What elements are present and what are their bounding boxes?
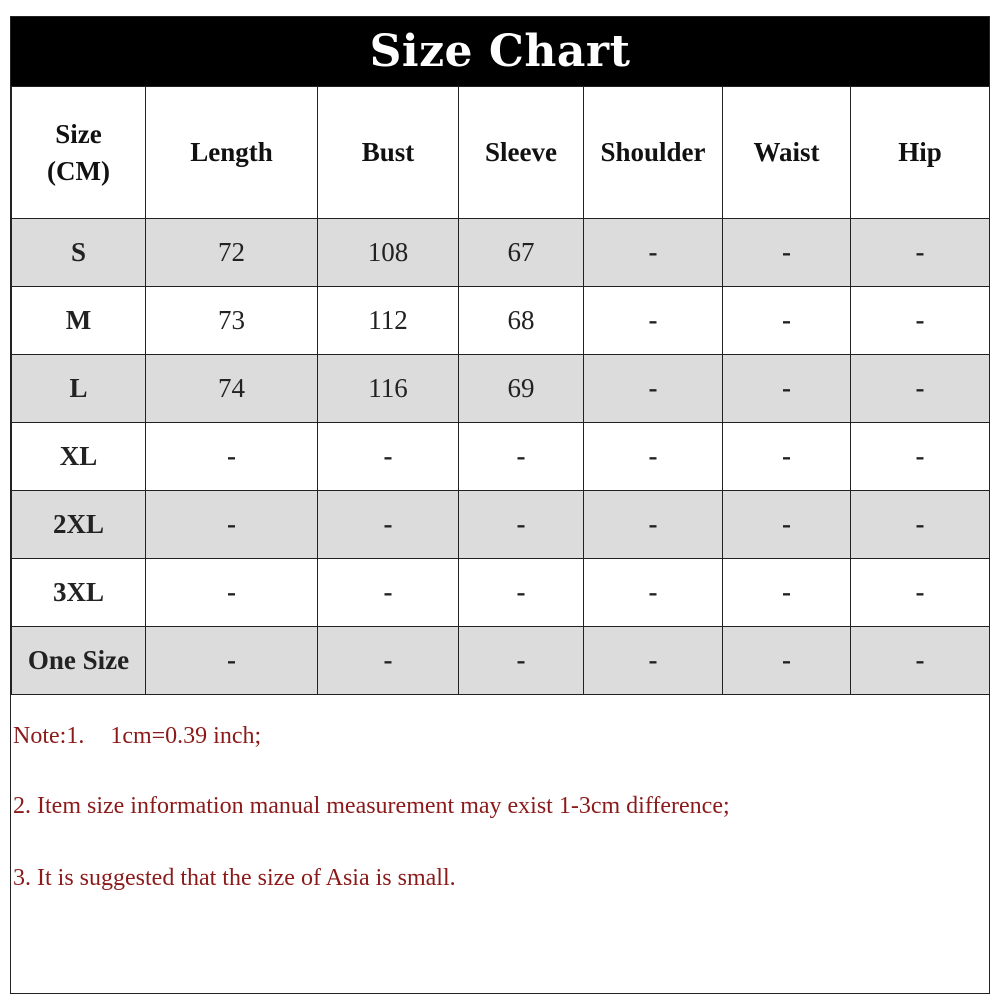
- table-cell: -: [584, 559, 723, 627]
- size-header-unit: (CM): [47, 155, 110, 186]
- table-row: [12, 491, 990, 559]
- column-header-bust: Bust: [318, 87, 459, 219]
- table-cell: -: [146, 559, 318, 627]
- table-row: [12, 355, 990, 423]
- table-cell: 116: [318, 355, 459, 423]
- table-cell: -: [723, 491, 851, 559]
- table-cell: -: [723, 355, 851, 423]
- table-cell: -: [851, 219, 990, 287]
- table-cell: -: [584, 491, 723, 559]
- row-size-label: 3XL: [12, 559, 146, 627]
- table-cell: -: [851, 355, 990, 423]
- row-size-label: L: [12, 355, 146, 423]
- table-cell: -: [146, 423, 318, 491]
- header-row: [12, 87, 990, 219]
- size-column-header: [12, 87, 146, 219]
- table-cell: -: [318, 627, 459, 695]
- table-row: [12, 423, 990, 491]
- table-cell: -: [459, 627, 584, 695]
- table-cell: -: [723, 627, 851, 695]
- table-cell: -: [851, 559, 990, 627]
- table-cell: -: [318, 559, 459, 627]
- note-1-prefix: Note:1.: [13, 723, 85, 749]
- row-size-label: 2XL: [12, 491, 146, 559]
- table-cell: -: [146, 491, 318, 559]
- table-cell: 73: [146, 287, 318, 355]
- note-line-3: 3. It is suggested that the size of Asia is small.: [13, 865, 456, 891]
- table-cell: 112: [318, 287, 459, 355]
- table-cell: -: [851, 287, 990, 355]
- row-size-label: XL: [12, 423, 146, 491]
- table-cell: -: [851, 423, 990, 491]
- size-chart-frame: [10, 16, 990, 994]
- table-row: [12, 627, 990, 695]
- table-cell: -: [723, 219, 851, 287]
- table-cell: -: [584, 219, 723, 287]
- table-cell: -: [584, 287, 723, 355]
- column-header-shoulder: Shoulder: [584, 87, 723, 219]
- table-cell: 69: [459, 355, 584, 423]
- table-row: [12, 287, 990, 355]
- table-cell: 72: [146, 219, 318, 287]
- table-cell: -: [318, 423, 459, 491]
- table-cell: -: [318, 491, 459, 559]
- table-cell: 108: [318, 219, 459, 287]
- row-size-label: One Size: [12, 627, 146, 695]
- table-cell: 74: [146, 355, 318, 423]
- table-cell: -: [459, 491, 584, 559]
- note-line-1: [13, 723, 261, 750]
- row-size-label: M: [12, 287, 146, 355]
- table-cell: -: [584, 423, 723, 491]
- table-cell: -: [584, 627, 723, 695]
- table-cell: 67: [459, 219, 584, 287]
- table-cell: -: [723, 559, 851, 627]
- table-cell: 68: [459, 287, 584, 355]
- note-line-2: 2. Item size information manual measurement may exist 1-3cm difference;: [13, 793, 730, 819]
- table-cell: -: [851, 627, 990, 695]
- table-cell: -: [723, 423, 851, 491]
- note-1-text: 1cm=0.39 inch;: [110, 723, 262, 749]
- column-header-length: Length: [146, 87, 318, 219]
- table-cell: -: [459, 423, 584, 491]
- column-header-sleeve: Sleeve: [459, 87, 584, 219]
- size-table: [11, 86, 990, 695]
- size-header-label: Size: [55, 119, 102, 150]
- column-header-waist: Waist: [723, 87, 851, 219]
- notes-section: [11, 695, 989, 993]
- row-size-label: S: [12, 219, 146, 287]
- chart-title: Size Chart: [11, 17, 989, 86]
- column-header-hip: Hip: [851, 87, 990, 219]
- table-cell: -: [459, 559, 584, 627]
- table-cell: -: [146, 627, 318, 695]
- table-cell: -: [584, 355, 723, 423]
- table-cell: -: [851, 491, 990, 559]
- table-row: [12, 559, 990, 627]
- table-cell: -: [723, 287, 851, 355]
- table-row: [12, 219, 990, 287]
